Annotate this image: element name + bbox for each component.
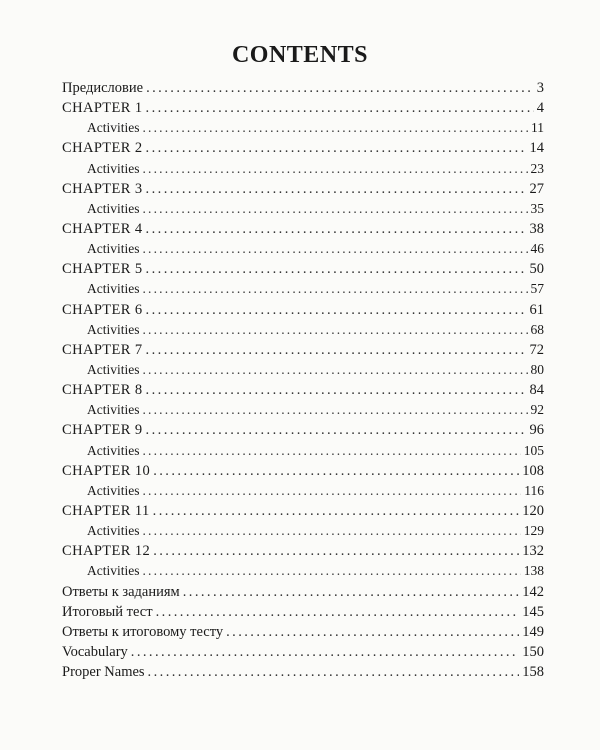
- dot-leader: [143, 199, 528, 219]
- dot-leader: [143, 320, 528, 340]
- dot-leader: [143, 239, 528, 259]
- toc-entry-label: Activities: [87, 402, 140, 418]
- toc-entry-activities-6: [62, 320, 544, 340]
- toc-entry-chapter-11: [62, 501, 544, 521]
- toc-entry-page: 108: [522, 462, 544, 479]
- dot-leader: [143, 400, 528, 420]
- toc-entry-page: 84: [529, 382, 544, 399]
- toc-entry-final-test-answers: [62, 622, 544, 642]
- dot-leader: [146, 380, 527, 400]
- toc-entry-chapter-3: [62, 179, 544, 199]
- toc-entry-chapter-9: [62, 420, 544, 440]
- toc-entry-label: Activities: [87, 563, 140, 579]
- toc-entry-page: 11: [531, 120, 544, 136]
- toc-entry-chapter-7: [62, 340, 544, 360]
- toc-entry-page: 105: [523, 442, 544, 458]
- toc-entry-label: CHAPTER 5: [62, 261, 143, 278]
- toc-entry-activities-7: [62, 360, 544, 380]
- toc-entry-label: Vocabulary: [62, 643, 128, 660]
- toc-entry-activities-11: [62, 521, 544, 541]
- toc-entry-label: Activities: [87, 200, 140, 216]
- toc-entry-label: Proper Names: [62, 664, 145, 681]
- toc-entry-chapter-1: [62, 98, 544, 118]
- toc-entry-page: 46: [530, 241, 544, 257]
- toc-entry-page: 120: [522, 502, 544, 519]
- toc-entry-label: CHAPTER 2: [62, 140, 143, 157]
- toc-entry-label: Activities: [87, 281, 140, 297]
- toc-entry-label: CHAPTER 4: [62, 220, 143, 237]
- toc-entry-page: 158: [522, 664, 544, 681]
- toc-entry-chapter-2: [62, 138, 544, 158]
- toc-entry-page: 92: [530, 402, 544, 418]
- dot-leader: [146, 179, 527, 199]
- dot-leader: [146, 78, 534, 98]
- dot-leader: [153, 501, 520, 521]
- dot-leader: [146, 98, 534, 118]
- toc-entry-label: CHAPTER 6: [62, 301, 143, 318]
- toc-entry-label: Activities: [87, 361, 140, 377]
- toc-entry-chapter-4: [62, 219, 544, 239]
- toc-entry-page: 38: [529, 220, 544, 237]
- toc-entry-page: 27: [529, 180, 544, 197]
- toc-entry-label: CHAPTER 8: [62, 382, 143, 399]
- dot-leader: [143, 441, 521, 461]
- dot-leader: [143, 279, 528, 299]
- toc-entry-page: 68: [530, 321, 544, 337]
- toc-entry-page: 150: [522, 643, 544, 660]
- toc-entry-page: 132: [522, 543, 544, 560]
- toc-entry-page: 116: [524, 482, 544, 498]
- toc-entry-answers: [62, 582, 544, 602]
- toc-entry-page: 129: [523, 523, 544, 539]
- toc-entry-label: Activities: [87, 160, 140, 176]
- toc-entry-label: Activities: [87, 241, 140, 257]
- toc-entry-label: Activities: [87, 120, 140, 136]
- toc-entry-page: 14: [529, 140, 544, 157]
- dot-leader: [146, 300, 527, 320]
- dot-leader: [226, 622, 519, 642]
- toc-entry-label: Ответы к заданиям: [62, 583, 180, 600]
- dot-leader: [146, 340, 527, 360]
- toc-entry-activities-9: [62, 441, 544, 461]
- dot-leader: [146, 138, 527, 158]
- toc-entry-page: 35: [530, 200, 544, 216]
- toc-entry-activities-3: [62, 199, 544, 219]
- toc-entry-label: Activities: [87, 321, 140, 337]
- toc-entry-label: Activities: [87, 523, 140, 539]
- toc-entry-preface: [62, 78, 544, 98]
- dot-leader: [153, 541, 519, 561]
- toc-entry-page: 72: [529, 341, 544, 358]
- dot-leader: [131, 642, 519, 662]
- toc-entry-label: Предисловие: [62, 80, 144, 96]
- dot-leader: [146, 219, 527, 239]
- toc-entry-page: 96: [529, 422, 544, 439]
- toc-entry-final-test: [62, 602, 544, 622]
- toc-entry-page: 142: [522, 583, 544, 600]
- toc-entry-page: 80: [530, 361, 544, 377]
- dot-leader: [146, 259, 527, 279]
- toc-entry-activities-1: [62, 118, 544, 138]
- toc-entry-page: 3: [536, 80, 544, 96]
- toc-entry-page: 23: [530, 160, 544, 176]
- toc-entry-label: Итоговый тест: [62, 603, 153, 620]
- toc-entry-chapter-5: [62, 259, 544, 279]
- dot-leader: [143, 481, 522, 501]
- toc-entry-activities-4: [62, 239, 544, 259]
- toc-entry-label: CHAPTER 9: [62, 422, 143, 439]
- dot-leader: [148, 662, 520, 682]
- toc-entry-activities-12: [62, 561, 544, 581]
- toc-entry-label: CHAPTER 10: [62, 462, 151, 479]
- dot-leader: [146, 420, 527, 440]
- toc-entry-activities-2: [62, 159, 544, 179]
- toc-entry-page: 61: [529, 301, 544, 318]
- dot-leader: [143, 561, 521, 581]
- toc-entry-activities-5: [62, 279, 544, 299]
- dot-leader: [156, 602, 520, 622]
- toc-entry-page: 57: [530, 281, 544, 297]
- toc-entry-label: Activities: [87, 482, 140, 498]
- toc-entry-label: CHAPTER 11: [62, 502, 150, 519]
- toc-entry-chapter-8: [62, 380, 544, 400]
- toc-entry-chapter-6: [62, 300, 544, 320]
- dot-leader: [153, 461, 519, 481]
- toc-entry-activities-10: [62, 481, 544, 501]
- toc-entry-page: 50: [529, 261, 544, 278]
- toc-entry-chapter-10: [62, 461, 544, 481]
- toc-entry-label: CHAPTER 3: [62, 180, 143, 197]
- toc-entry-page: 138: [523, 563, 544, 579]
- dot-leader: [183, 582, 520, 602]
- page-title: CONTENTS: [231, 42, 369, 68]
- dot-leader: [143, 118, 529, 138]
- toc-entry-page: 145: [522, 603, 544, 620]
- toc-entry-activities-8: [62, 400, 544, 420]
- toc-entry-label: Activities: [87, 442, 140, 458]
- table-of-contents: [62, 78, 544, 682]
- toc-entry-page: 4: [536, 100, 544, 117]
- toc-entry-label: CHAPTER 12: [62, 543, 151, 560]
- dot-leader: [143, 360, 528, 380]
- toc-entry-page: 149: [522, 623, 544, 640]
- toc-entry-label: CHAPTER 7: [62, 341, 143, 358]
- toc-entry-label: CHAPTER 1: [62, 100, 143, 117]
- dot-leader: [143, 521, 521, 541]
- toc-entry-proper-names: [62, 662, 544, 682]
- toc-entry-chapter-12: [62, 541, 544, 561]
- dot-leader: [143, 159, 528, 179]
- toc-entry-vocabulary: [62, 642, 544, 662]
- toc-entry-label: Ответы к итоговому тесту: [62, 623, 224, 640]
